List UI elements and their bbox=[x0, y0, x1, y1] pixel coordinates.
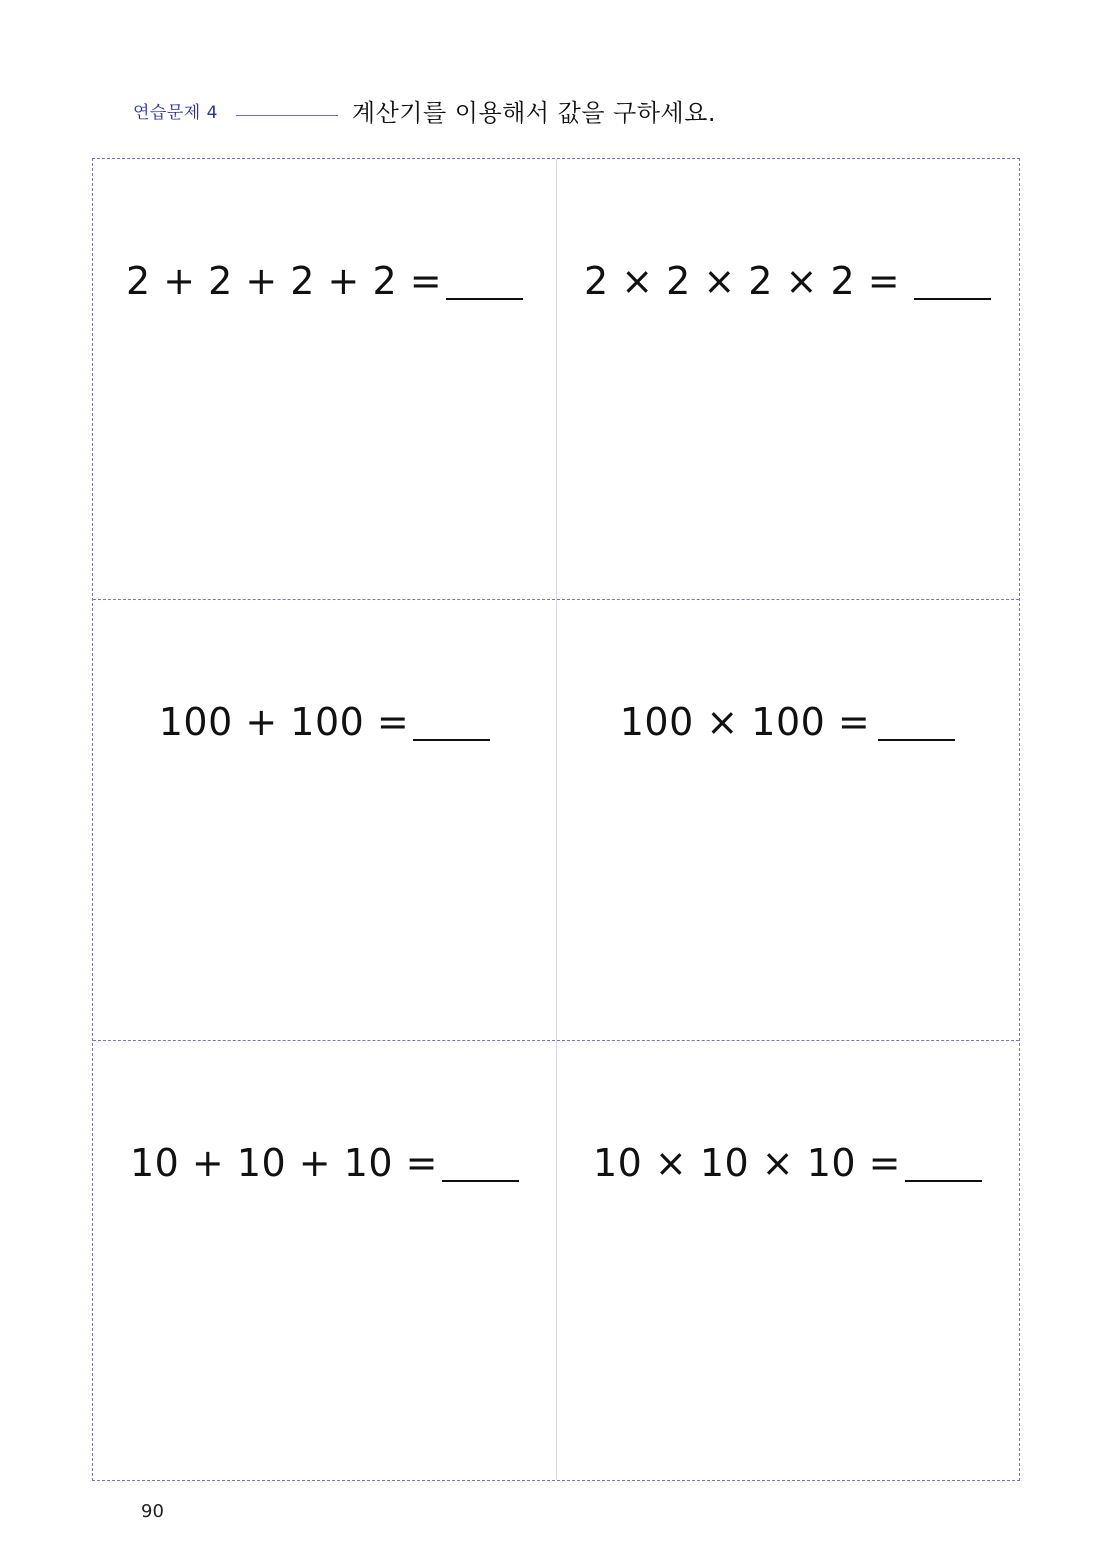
problem-expression: 100 + 100 = bbox=[158, 700, 410, 744]
answer-blank[interactable] bbox=[442, 1180, 519, 1182]
problem-3 bbox=[93, 700, 556, 744]
worksheet-header bbox=[133, 92, 716, 128]
problem-cell-1 bbox=[93, 159, 556, 599]
problem-cell-4 bbox=[556, 600, 1019, 1040]
problem-cell-2 bbox=[556, 159, 1019, 599]
problem-cell-5 bbox=[93, 1041, 556, 1481]
answer-blank[interactable] bbox=[914, 298, 991, 300]
problem-grid bbox=[92, 158, 1020, 1481]
answer-blank[interactable] bbox=[413, 739, 490, 741]
header-rule bbox=[236, 115, 338, 116]
problem-5 bbox=[93, 1141, 556, 1185]
problem-4 bbox=[556, 700, 1019, 744]
problem-expression: 2 × 2 × 2 × 2 = bbox=[583, 259, 901, 303]
answer-blank[interactable] bbox=[878, 739, 955, 741]
problem-expression: 2 + 2 + 2 + 2 = bbox=[125, 259, 443, 303]
problem-1 bbox=[93, 259, 556, 303]
problem-expression: 10 × 10 × 10 = bbox=[593, 1141, 901, 1185]
problem-2 bbox=[556, 259, 1019, 303]
instruction-text: 계산기를 이용해서 값을 구하세요. bbox=[351, 98, 717, 127]
problem-expression: 10 + 10 + 10 = bbox=[130, 1141, 438, 1185]
problem-expression: 100 × 100 = bbox=[619, 700, 871, 744]
problem-cell-6 bbox=[556, 1041, 1019, 1481]
answer-blank[interactable] bbox=[905, 1180, 982, 1182]
exercise-label: 연습문제 4 bbox=[133, 102, 218, 123]
answer-blank[interactable] bbox=[446, 298, 523, 300]
problem-6 bbox=[556, 1141, 1019, 1185]
page-number: 90 bbox=[141, 1501, 164, 1522]
problem-cell-3 bbox=[93, 600, 556, 1040]
